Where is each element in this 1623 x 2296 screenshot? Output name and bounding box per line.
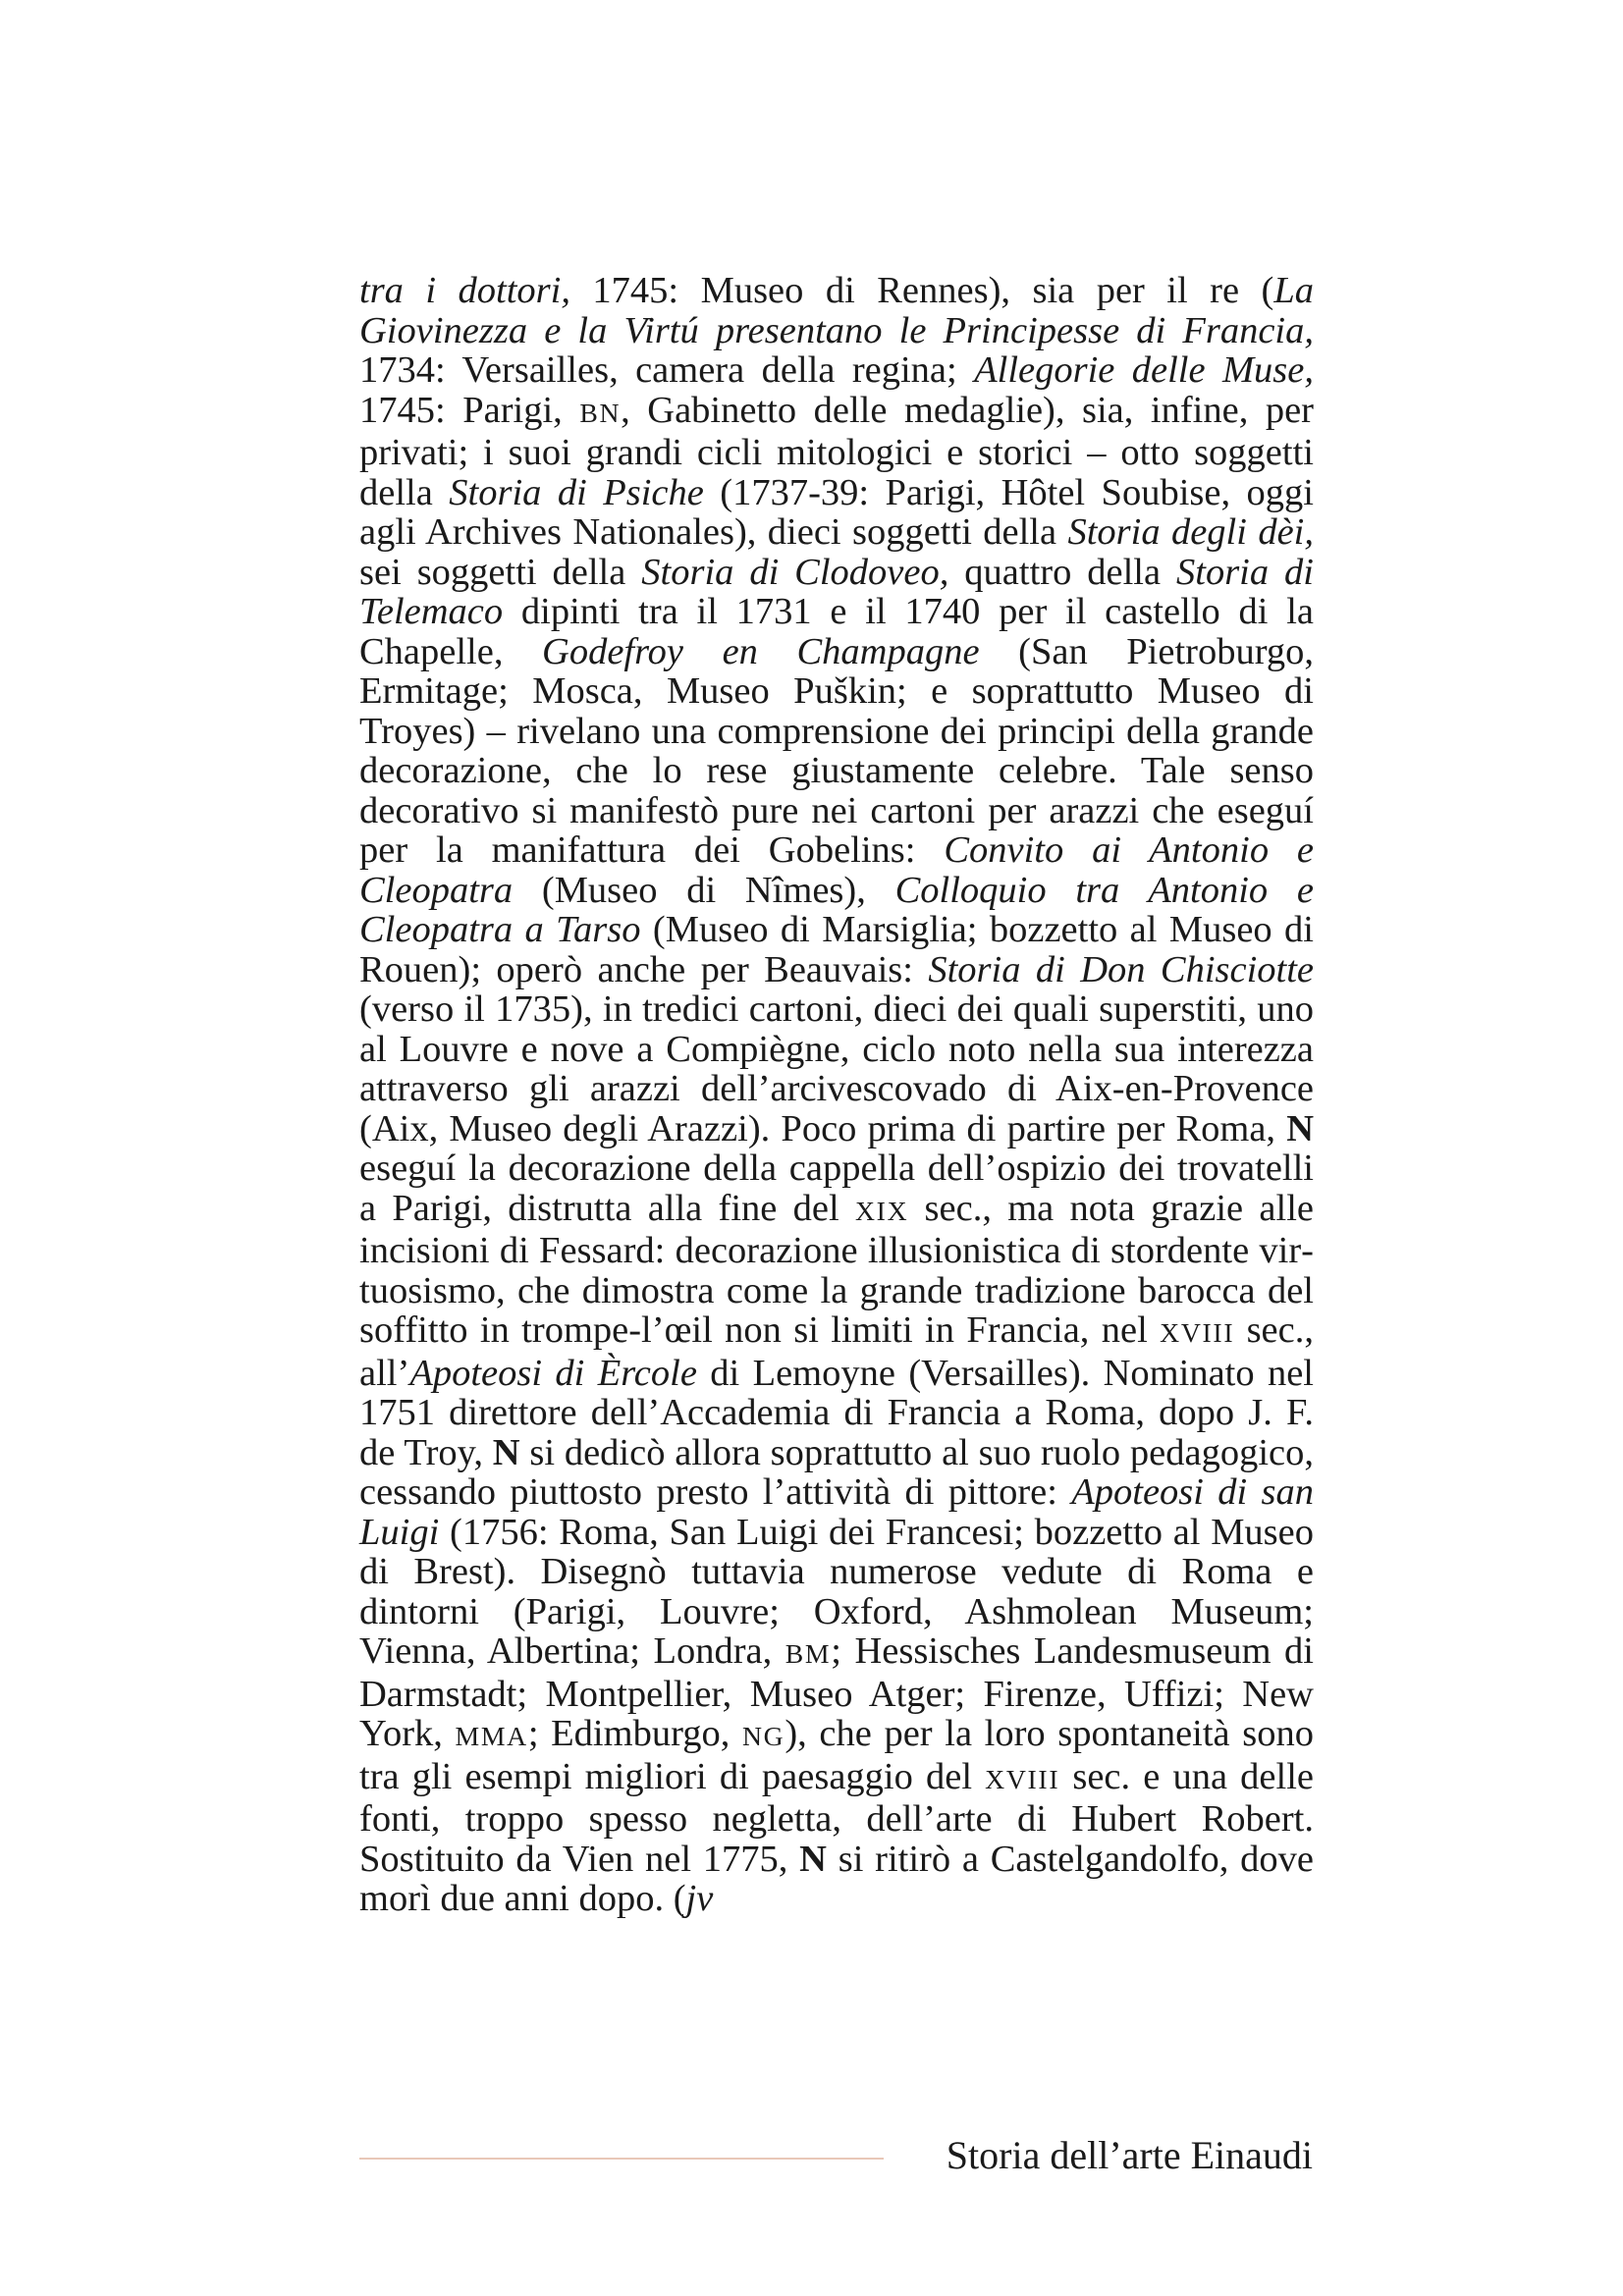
text-segment: ; Edimburgo, [527, 1713, 742, 1754]
text-segment: ; Hessisches Landesmuseum di Darmstadt; Montpellier, Museo Atger; Firenze, Uffizi; New York, [359, 1630, 1314, 1754]
text-segment: si dedicò allora soprattutto al suo ruolo pedagogico, cessando piuttosto presto l’attività di pittore: [359, 1431, 1314, 1513]
text-segment: (verso il 1735), in tredici cartoni, dieci dei quali superstiti, uno al Louvre e nove a Compiègne, ciclo noto nella sua interezza attraverso gli arazzi dell’arcivescovado di Aix-en-Provence (Aix, Museo degli Arazzi). Poco prima di partire per Roma, [359, 988, 1314, 1149]
text-segment: dipinti tra il 1731 e il 1740 per il castello di la Chapelle, [359, 591, 1314, 672]
text-segment: Colloquio tra Antonio e Cleopatra a Tarso [359, 869, 1314, 950]
text-segment: BN [579, 397, 622, 428]
body-text [359, 271, 1314, 1919]
text-segment: 1734: Versailles, camera della regina; [359, 349, 975, 391]
text-segment: Storia di Clodoveo, [641, 551, 949, 593]
text-segment: (San Pietroburgo, Ermitage; Mosca, Museo Puškin; e soprattutto Museo di Troyes) – rivelano una comprensione dei principi della grande decorazione, che lo rese giustamente celebre. Tale senso decorativo si manifestò pure nei cartoni per arazzi che eseguí per la manifattura dei Gobelins: [359, 630, 1314, 871]
footer-title: Storia dell’arte Einaudi [946, 2133, 1313, 2177]
text-segment: tra i dottori, [359, 270, 570, 311]
text-segment: , Gabinetto delle medaglie), sia, infine, per privati; i suoi grandi cicli mitologici e storici – otto soggetti della [359, 389, 1314, 513]
text-segment: si ritirò a Castelgandolfo, dove morì due anni dopo. ( [359, 1838, 1314, 1919]
text-segment: sei soggetti della [359, 551, 642, 593]
text-segment: Allegorie delle Muse, [974, 349, 1314, 391]
text-segment: XVIII [1160, 1317, 1235, 1348]
text-segment: eseguí la decorazione della cappella dell’ospizio dei trovatelli a Parigi, distrutta alla fine del [359, 1148, 1314, 1229]
text-segment: 1745: Parigi, [359, 389, 580, 431]
text-segment: (1756: Roma, San Luigi dei Francesi; bozzetto al Museo di Brest). Disegnò tuttavia numerose vedute di Roma e dintorni (Parigi, Louvre; Oxford, Ashmolean Museum; Vienna, Albertina; Londra, [359, 1511, 1314, 1672]
text-segment: N [1286, 1107, 1314, 1149]
text-segment: XIX [855, 1195, 909, 1226]
text-segment: Apoteosi di Èrcole [409, 1352, 697, 1394]
text-segment: (Museo di Marsiglia; bozzetto al Museo di Rouen); operò anche per Beauvais: [359, 909, 1314, 990]
text-segment: ), che per la loro spontaneità sono tra gli esempi migliori di paesaggio del [359, 1713, 1315, 1797]
text-segment: jv [685, 1878, 714, 1919]
footer-rule [359, 2158, 884, 2160]
text-segment: MMA [455, 1721, 528, 1751]
body-paragraph [359, 271, 1314, 1919]
text-segment: quattro della [948, 551, 1176, 593]
text-segment: sec., all’ [359, 1309, 1314, 1394]
text-segment: Convito ai Antonio e Cleopatra [359, 829, 1314, 911]
text-segment: sec., ma nota grazie alle incisioni di Fessard: decorazione illusionistica di stordente virtuosismo, che dimostra come la grande tradizione barocca del soffitto in trompe-l’œil non si limiti in Francia, nel [359, 1187, 1314, 1351]
text-segment: Storia di Telemaco [359, 551, 1314, 632]
text-segment: NG [741, 1721, 785, 1751]
text-segment: Apoteosi di san Luigi [359, 1471, 1315, 1553]
text-segment: La Giovinezza e la Virtú presentano le Principesse di Francia, [359, 270, 1315, 351]
text-segment: (1737-39: Parigi, Hôtel Soubise, oggi agli Archives Nationales), dieci soggetti della [359, 471, 1314, 553]
text-segment: Storia di Don Chisciotte [928, 948, 1315, 990]
text-segment: N [492, 1431, 520, 1473]
text-segment: 1745: Museo di Rennes), sia per il re ( [569, 270, 1274, 311]
text-segment: BM [784, 1638, 832, 1669]
text-segment: Storia di Psiche [449, 471, 704, 513]
text-segment: XVIII [985, 1763, 1060, 1794]
text-segment: Godefroy en Champagne [542, 630, 980, 672]
text-segment: di Lemoyne (Versailles). Nominato nel 1751 direttore dell’Accademia di Francia a Roma, dopo J. F. de Troy, [359, 1352, 1314, 1473]
text-segment: N [799, 1838, 827, 1880]
text-segment: (Museo di Nîmes), [513, 869, 895, 911]
text-segment: Storia degli dèi, [1067, 511, 1314, 553]
text-segment: sec. e una delle fonti, troppo spesso negletta, dell’arte di Hubert Robert. Sostituito da Vien nel 1775, [359, 1755, 1315, 1880]
